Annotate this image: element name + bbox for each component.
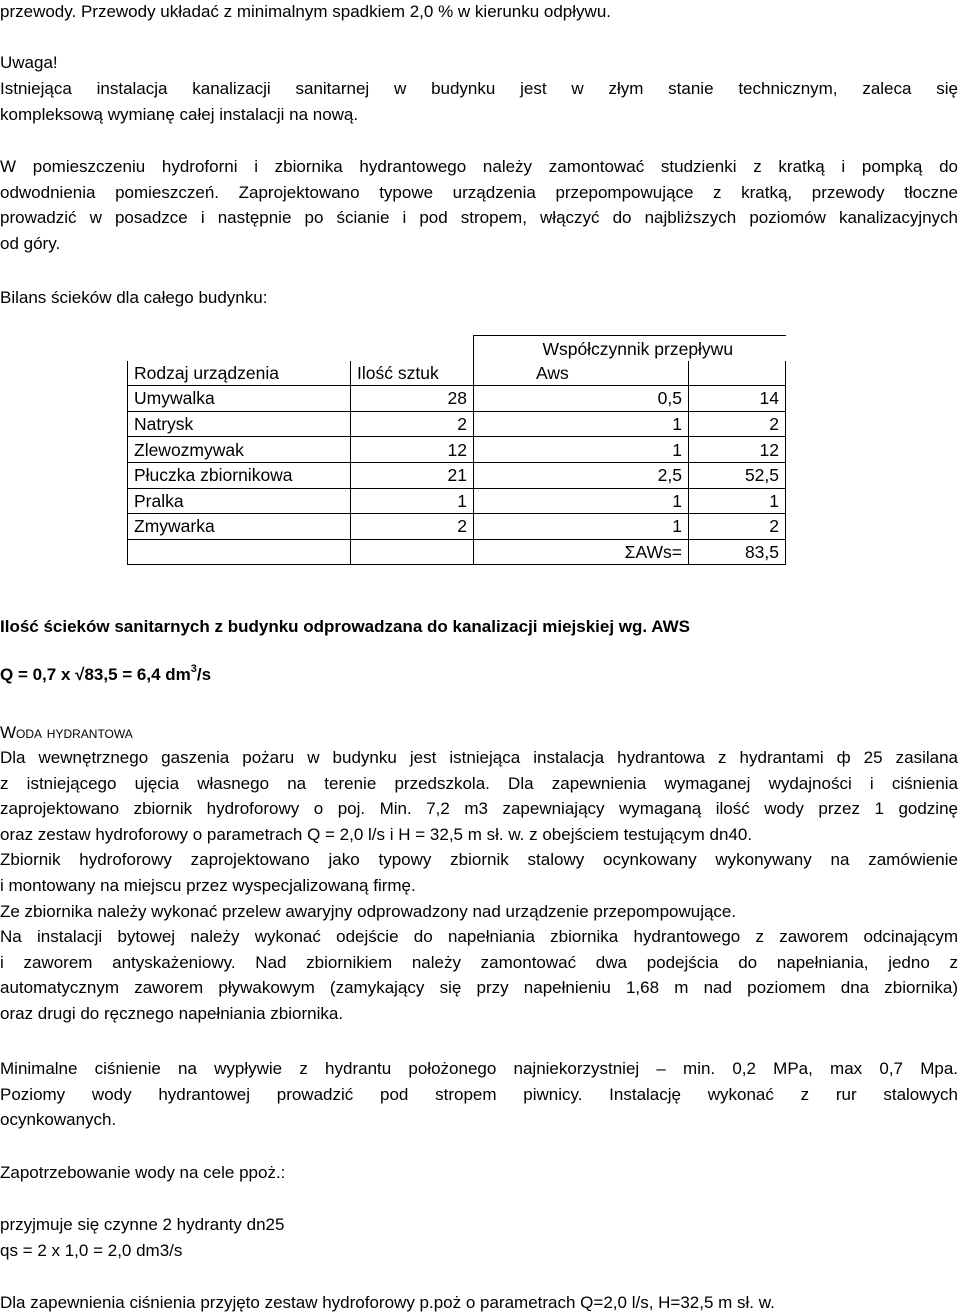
table-header-row: [128, 361, 786, 386]
woda-line: i zaworem antyskażeniowy. Nad zbiornikiem należy zamontować dwa podejścia do napełniania, jedno z: [0, 952, 958, 972]
table-row: [128, 462, 786, 488]
cell-qty: 28: [351, 386, 474, 412]
cell-qty: 1: [351, 488, 474, 514]
woda-line: zaprojektowano zbiornik hydroforowy o poj. Min. 7,2 m3 zapewniający wymaganą ilość wody przez 1 godzinę: [0, 799, 958, 819]
woda-line: Na instalacji bytowej należy wykonać odejście do napełniania zbiornika hydrantowego z zaworem odcinającym: [0, 927, 958, 947]
table-row: [128, 411, 786, 437]
cell-name: Umywalka: [128, 386, 351, 412]
header-wspolczynnik: Współczynnik przepływu: [474, 336, 786, 361]
formula-unit: /s: [196, 665, 212, 684]
uwaga-line-1: Istniejąca instalacja kanalizacji sanitarnej w budynku jest w złym stanie technicznym, zaleca się: [0, 79, 958, 98]
bottom-line: Dla zapewnienia ciśnienia przyjęto zestaw hydroforowy p.poż o parametrach Q=2,0 l/s, H=32,5 m sł. w.: [0, 1293, 775, 1312]
ilosc-sciekow-heading: Ilość ścieków sanitarnych z budynku odprowadzana do kanalizacji miejskiej wg. AWS: [0, 617, 690, 636]
cell-total: 52,5: [689, 462, 786, 488]
cell-aws: 1: [474, 488, 689, 514]
cell-qty: 12: [351, 437, 474, 463]
woda-line: oraz drugi do ręcznego napełniania zbiornika.: [0, 1003, 344, 1023]
table-header-top-row: [128, 336, 786, 361]
cell-total: 12: [689, 437, 786, 463]
cell-aws: 1: [474, 411, 689, 437]
cell-total: 14: [689, 386, 786, 412]
sum-label: ΣAWs=: [474, 539, 689, 565]
woda-line: i montowany na miejscu przez wyspecjalizowaną firmę.: [0, 875, 416, 895]
cell-name: Zlewozmywak: [128, 437, 351, 463]
header-ilosc: Ilość sztuk: [351, 361, 474, 386]
cell-qty: 2: [351, 411, 474, 437]
hydrofornia-line-3: prowadzić w posadzce i następnie po ścianie i pod stropem, włączyć do najbliższych poziomów kanalizacyjnych: [0, 208, 958, 228]
header-empty: [689, 361, 786, 386]
cell-aws: 0,5: [474, 386, 689, 412]
cisnienie-line: Minimalne ciśnienie na wypływie z hydrantu położonego najniekorzystniej – min. 0,2 MPa, max 0,7 Mpa.: [0, 1059, 958, 1078]
cell-qty: 2: [351, 514, 474, 540]
cisnienie-paragraph: [0, 1056, 958, 1133]
table-row: [128, 386, 786, 412]
woda-line: Ze zbiornika należy wykonać przelew awaryjny odprowadzony nad urządzenie przepompowujące.: [0, 901, 737, 921]
cell-name: Płuczka zbiornikowa: [128, 462, 351, 488]
woda-line: Zbiornik hydroforowy zaprojektowano jako typowy zbiornik stalowy ocynkowany wykonywany na zamówienie: [0, 850, 958, 870]
zapotrzebowanie-line-3: qs = 2 x 1,0 = 2,0 dm3/s: [0, 1241, 183, 1260]
cell-qty: 21: [351, 462, 474, 488]
woda-line: Dla wewnętrznego gaszenia pożaru w budynku jest istniejąca instalacja hydrantowa z hydrantami ф 25 zasilana: [0, 748, 958, 767]
sum-value: 83,5: [689, 539, 786, 565]
header-rodzaj: Rodzaj urządzenia: [128, 361, 351, 386]
woda-paragraph-1: [0, 745, 958, 1027]
cisnienie-line: Poziomy wody hydrantowej prowadzić pod stropem piwnicy. Instalację wykonać z rur stalowych: [0, 1084, 958, 1104]
zapotrzebowanie-line-2: przyjmuje się czynne 2 hydranty dn25: [0, 1215, 285, 1234]
woda-heading: Woda hydrantowa: [0, 723, 133, 742]
table-sum-row: [128, 539, 786, 565]
woda-line: automatycznym zaworem pływakowym (zamykający się przy napełnieniu 1,68 m nad poziomem dna zbiornika): [0, 978, 958, 998]
formula-main: Q = 0,7 x √83,5 = 6,4 dm: [0, 665, 191, 684]
cell-aws: 2,5: [474, 462, 689, 488]
hydrofornia-line-4: od góry.: [0, 233, 61, 253]
woda-line: oraz zestaw hydroforowy o parametrach Q = 2,0 l/s i H = 32,5 m sł. w. z obejściem testującym dn40.: [0, 824, 753, 844]
cell-total: 2: [689, 514, 786, 540]
table-row: [128, 488, 786, 514]
cell-name: Natrysk: [128, 411, 351, 437]
formula-superscript: 3: [190, 663, 197, 675]
table-row: [128, 514, 786, 540]
bilans-table: [127, 335, 786, 565]
cell-total: 1: [689, 488, 786, 514]
hydrofornia-line-2: odwodnienia pomieszczeń. Zaprojektowano typowe urządzenia przepompowujące z kratką, przewody tłoczne: [0, 182, 958, 202]
uwaga-line-2: kompleksową wymianę całej instalacji na nową.: [0, 104, 359, 124]
table-row: [128, 437, 786, 463]
hydrofornia-paragraph: [0, 154, 958, 256]
uwaga-paragraph: [0, 76, 958, 127]
cell-total: 2: [689, 411, 786, 437]
text-line-top: przewody. Przewody układać z minimalnym spadkiem 2,0 % w kierunku odpływu.: [0, 2, 611, 21]
cell-name: Zmywarka: [128, 514, 351, 540]
cisnienie-line: ocynkowanych.: [0, 1110, 117, 1130]
cell-aws: 1: [474, 437, 689, 463]
woda-line: z istniejącego ujęcia własnego na terenie przedszkola. Dla zapewnienia wymaganej wydajności i ciśnienia: [0, 773, 958, 793]
hydrofornia-line-1: W pomieszczeniu hydroforni i zbiornika hydrantowego należy zamontować studzienki z kratką i pompką do: [0, 157, 958, 176]
formula-q: [0, 662, 958, 688]
bilans-heading: Bilans ścieków dla całego budynku:: [0, 288, 268, 307]
header-aws: Aws: [474, 361, 689, 386]
cell-aws: 1: [474, 514, 689, 540]
cell-name: Pralka: [128, 488, 351, 514]
uwaga-title: Uwaga!: [0, 53, 58, 72]
zapotrzebowanie-heading: Zapotrzebowanie wody na cele ppoż.:: [0, 1163, 286, 1182]
